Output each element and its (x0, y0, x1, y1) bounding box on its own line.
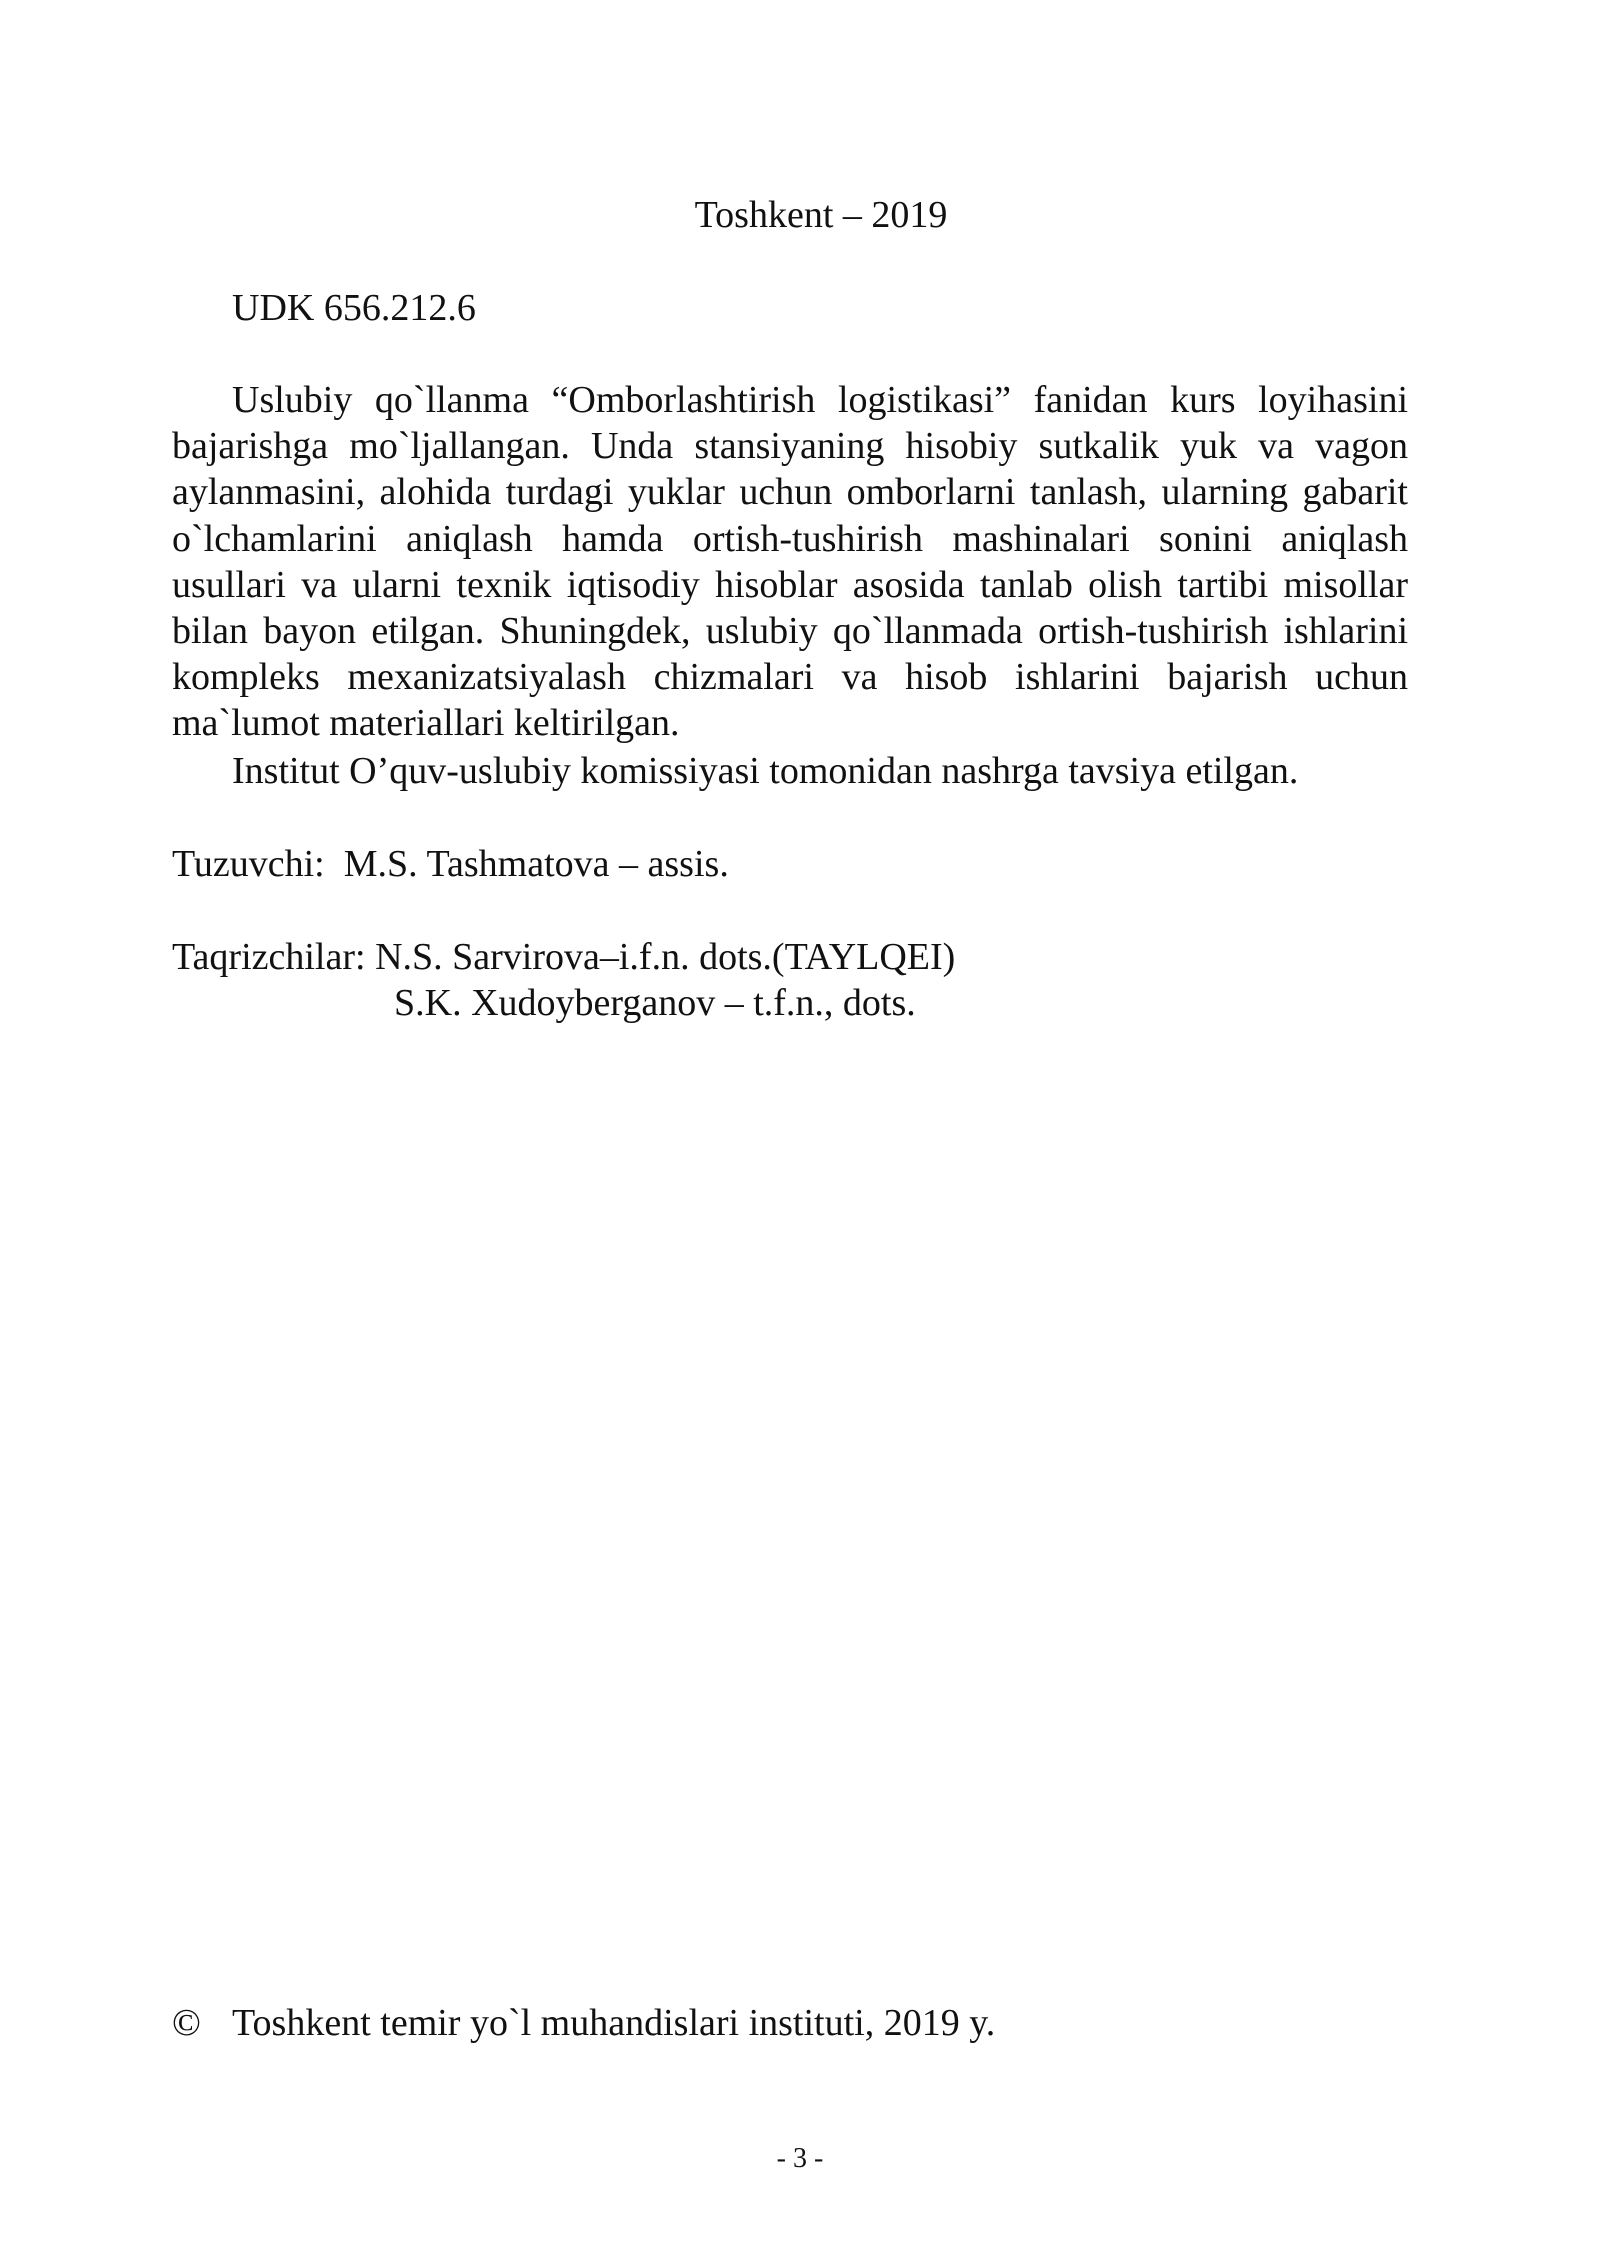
reviewer-item: S.K. Xudoyberganov – t.f.n., dots. (394, 982, 916, 1024)
reviewers-label: Taqrizchilar: (172, 936, 366, 978)
reviewer-item: N.S. Sarvirova–i.f.n. dots.(TAYLQEI) (375, 936, 956, 978)
recommendation-paragraph: Institut O’quv-uslubiy komissiyasi tomonidan nashrga tavsiya etilgan. (232, 750, 1299, 792)
compiler-line (172, 841, 729, 887)
udk-code: UDK 656.212.6 (232, 287, 476, 329)
city-year-heading: Toshkent – 2019 (694, 194, 948, 236)
copyright-line (172, 2000, 995, 2046)
copyright-text: Toshkent temir yo`l muhandislari instituti, 2019 y. (232, 2002, 996, 2044)
abstract-paragraph: Uslubiy qo`llanma “Omborlashtirish logistikasi” fanidan kurs loyihasini bajarishga mo`ljallangan. Unda stansiyaning hisobiy sutkalik yuk va vagon aylanmasini, alohida turdagi yuklar uchun omborlarni tanlash, ularning gabarit o`lchamlarini aniqlash hamda ortish-tushirish mashinalari sonini aniqlash usullari va ularni texnik iqtisodiy hisoblar asosida tanlab olish tartibi misollar bilan bayon etilgan. Shuningdek, uslubiy qo`llanmada ortish-tushirish ishlarini kompleks mexanizatsiyalash chizmalari va hisob ishlarini bajarish uchun ma`lumot materiallari keltirilgan. (172, 379, 1408, 745)
copyright-icon: © (172, 2002, 201, 2044)
compiler-name: M.S. Tashmatova – assis. (343, 843, 729, 885)
page-number: - 3 - (776, 2143, 824, 2174)
reviewers-block (172, 934, 955, 1026)
compiler-label: Tuzuvchi: (172, 843, 325, 885)
